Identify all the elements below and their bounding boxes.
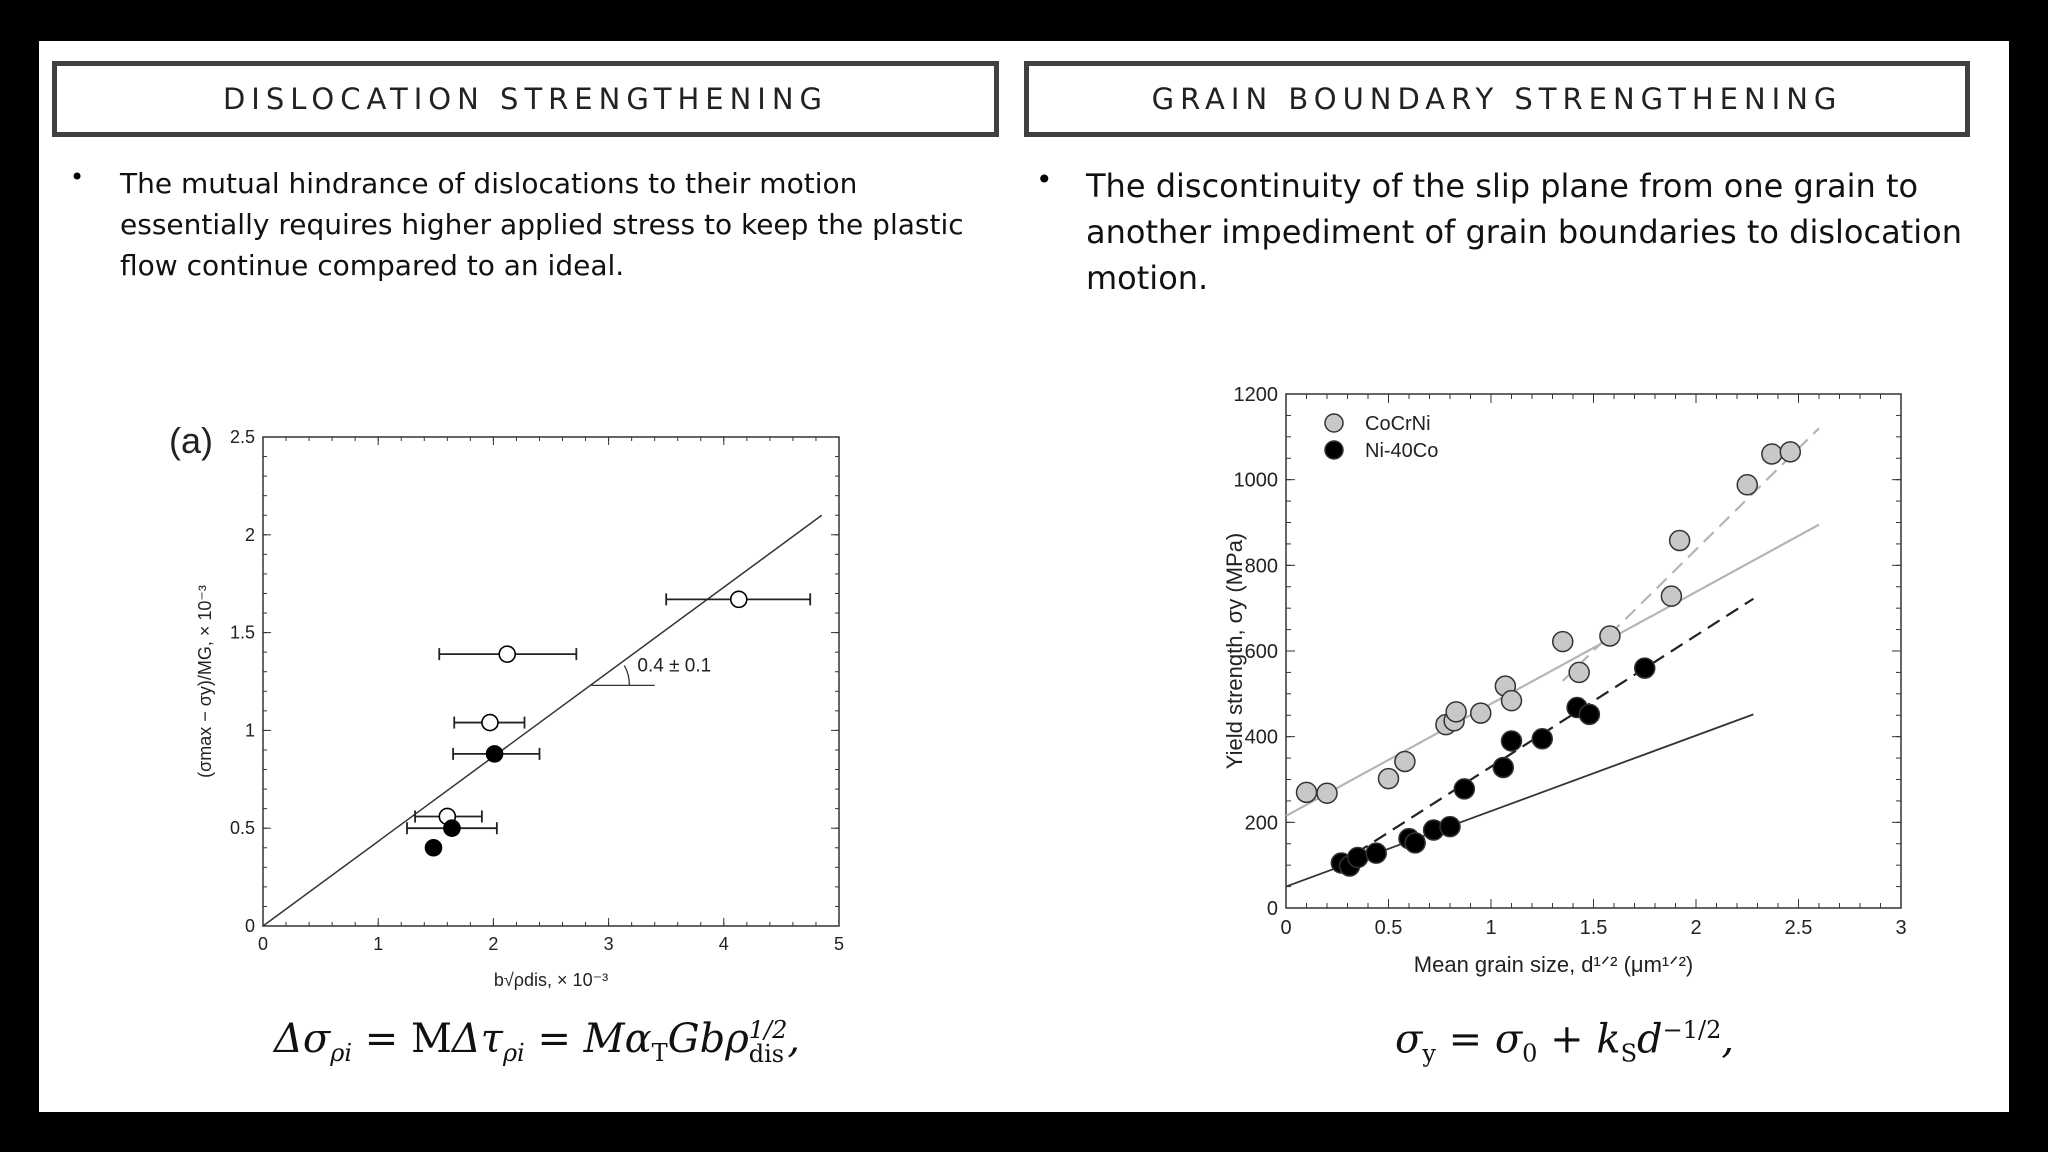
ni40co-point — [1366, 843, 1386, 863]
ni40co-point — [1502, 731, 1522, 751]
y-tick-label: 800 — [1244, 555, 1278, 578]
y-tick-label: 1200 — [1233, 384, 1278, 406]
x-tick-label: 1 — [1485, 917, 1497, 939]
x-tick-label: 1.5 — [1579, 917, 1608, 939]
cocrni-point — [1553, 632, 1573, 652]
left-bullet-marker: • — [70, 163, 85, 191]
cocrni-point — [1446, 702, 1466, 722]
right-formula: $\sigma_y = \sigma_0 + k_Sd^{-1/2}$, — [1395, 1016, 1735, 1068]
slope-arc — [624, 665, 629, 685]
cocrni-point — [1297, 782, 1317, 802]
data-point-filled — [487, 746, 503, 762]
x-tick-label: 0 — [257, 934, 269, 954]
x-axis-label: Mean grain size, d¹ᐟ² (μm¹ᐟ²) — [1413, 952, 1694, 977]
ni40co-point — [1532, 729, 1552, 749]
grain-size-chart — [1169, 331, 1969, 1011]
legend-label: CoCrNi — [1365, 413, 1431, 435]
ni40co-point — [1405, 833, 1425, 853]
y-tick-label: 0 — [244, 916, 255, 936]
y-tick-label: 2.5 — [229, 427, 255, 447]
ni40co-point — [1454, 779, 1474, 799]
ni40co-point — [1493, 758, 1513, 778]
cocrni-point — [1379, 769, 1399, 789]
cocrni-point — [1471, 703, 1491, 723]
cocrni-point — [1780, 442, 1800, 462]
cocrni-point — [1502, 691, 1522, 711]
data-point-open — [482, 715, 498, 731]
right-bullet-marker: • — [1036, 163, 1053, 196]
left-formula: $\Delta\sigma_{\rho i} = M\Delta\tau_{\rho i} = M\alpha_TGb\rho$ 1/2 dis , — [274, 1016, 801, 1068]
y-tick-label: 200 — [1244, 812, 1278, 835]
panel-label: (a) — [169, 420, 213, 461]
dislocation-chart — [119, 381, 879, 1001]
y-tick-label: 1.5 — [229, 622, 255, 643]
data-point-open — [731, 591, 747, 607]
y-tick-label: 2 — [244, 524, 255, 545]
x-tick-label: 0.5 — [1374, 917, 1403, 939]
y-tick-label: 400 — [1244, 726, 1278, 749]
cocrni-point — [1395, 752, 1415, 772]
y-tick-label: 1000 — [1233, 469, 1278, 492]
data-point-open — [499, 646, 515, 662]
left-bullet-text: The mutual hindrance of dislocations to their motion essentially requires higher applied stress to keep the plastic flow continue compared to an ideal. — [120, 167, 964, 282]
y-tick-label: 1 — [244, 720, 255, 741]
cocrni-point — [1737, 475, 1757, 495]
right-header-title: GRAIN BOUNDARY STRENGTHENING — [1151, 82, 1843, 116]
fit-line-solid-gray — [1286, 525, 1819, 816]
slope-annotation: 0.4 ± 0.1 — [637, 655, 712, 677]
legend-marker — [1325, 414, 1343, 432]
left-header-box — [52, 61, 999, 137]
data-point-filled — [425, 840, 441, 856]
left-bullet — [70, 163, 990, 286]
y-tick-label: 0 — [1266, 898, 1278, 920]
x-tick-label: 0 — [1280, 917, 1292, 939]
ni40co-point — [1635, 658, 1655, 678]
x-tick-label: 3 — [603, 934, 614, 954]
x-tick-label: 5 — [833, 934, 845, 954]
ni40co-point — [1579, 704, 1599, 724]
y-tick-label: 0.5 — [229, 818, 255, 839]
right-bullet — [1036, 163, 1996, 301]
cocrni-point — [1569, 662, 1589, 682]
y-tick-label: 600 — [1244, 641, 1278, 663]
x-tick-label: 2 — [1690, 917, 1702, 939]
x-tick-label: 1 — [373, 934, 384, 954]
legend-label: Ni-40Co — [1365, 440, 1439, 462]
right-header-box — [1024, 61, 1970, 137]
ni40co-point — [1348, 847, 1368, 867]
cocrni-point — [1762, 444, 1782, 464]
cocrni-point — [1317, 783, 1337, 803]
cocrni-point — [1661, 586, 1681, 606]
y-axis-label: Yield strength, σy (MPa) — [1222, 532, 1247, 770]
x-tick-label: 3 — [1895, 917, 1907, 939]
x-tick-label: 2.5 — [1784, 917, 1813, 939]
x-tick-label: 2 — [488, 934, 499, 954]
cocrni-point — [1600, 626, 1620, 646]
plot-frame — [263, 437, 839, 926]
cocrni-point — [1670, 530, 1690, 550]
ni40co-point — [1440, 817, 1460, 837]
slide — [39, 41, 2009, 1112]
fit-line-dashed-gray — [1563, 428, 1819, 681]
x-axis-label: b√ρdis, × 10⁻³ — [493, 970, 609, 990]
right-bullet-text: The discontinuity of the slip plane from one grain to another impediment of grain boundaries to dislocation motion. — [1086, 167, 1962, 297]
legend-marker — [1325, 441, 1343, 459]
plot-frame — [1286, 394, 1901, 908]
left-header-title: DISLOCATION STRENGTHENING — [222, 82, 829, 116]
x-tick-label: 4 — [718, 934, 729, 954]
data-point-filled — [444, 820, 460, 836]
fit-line — [263, 515, 822, 926]
y-axis-label: (σmax − σy)/MG, × 10⁻³ — [195, 585, 215, 778]
